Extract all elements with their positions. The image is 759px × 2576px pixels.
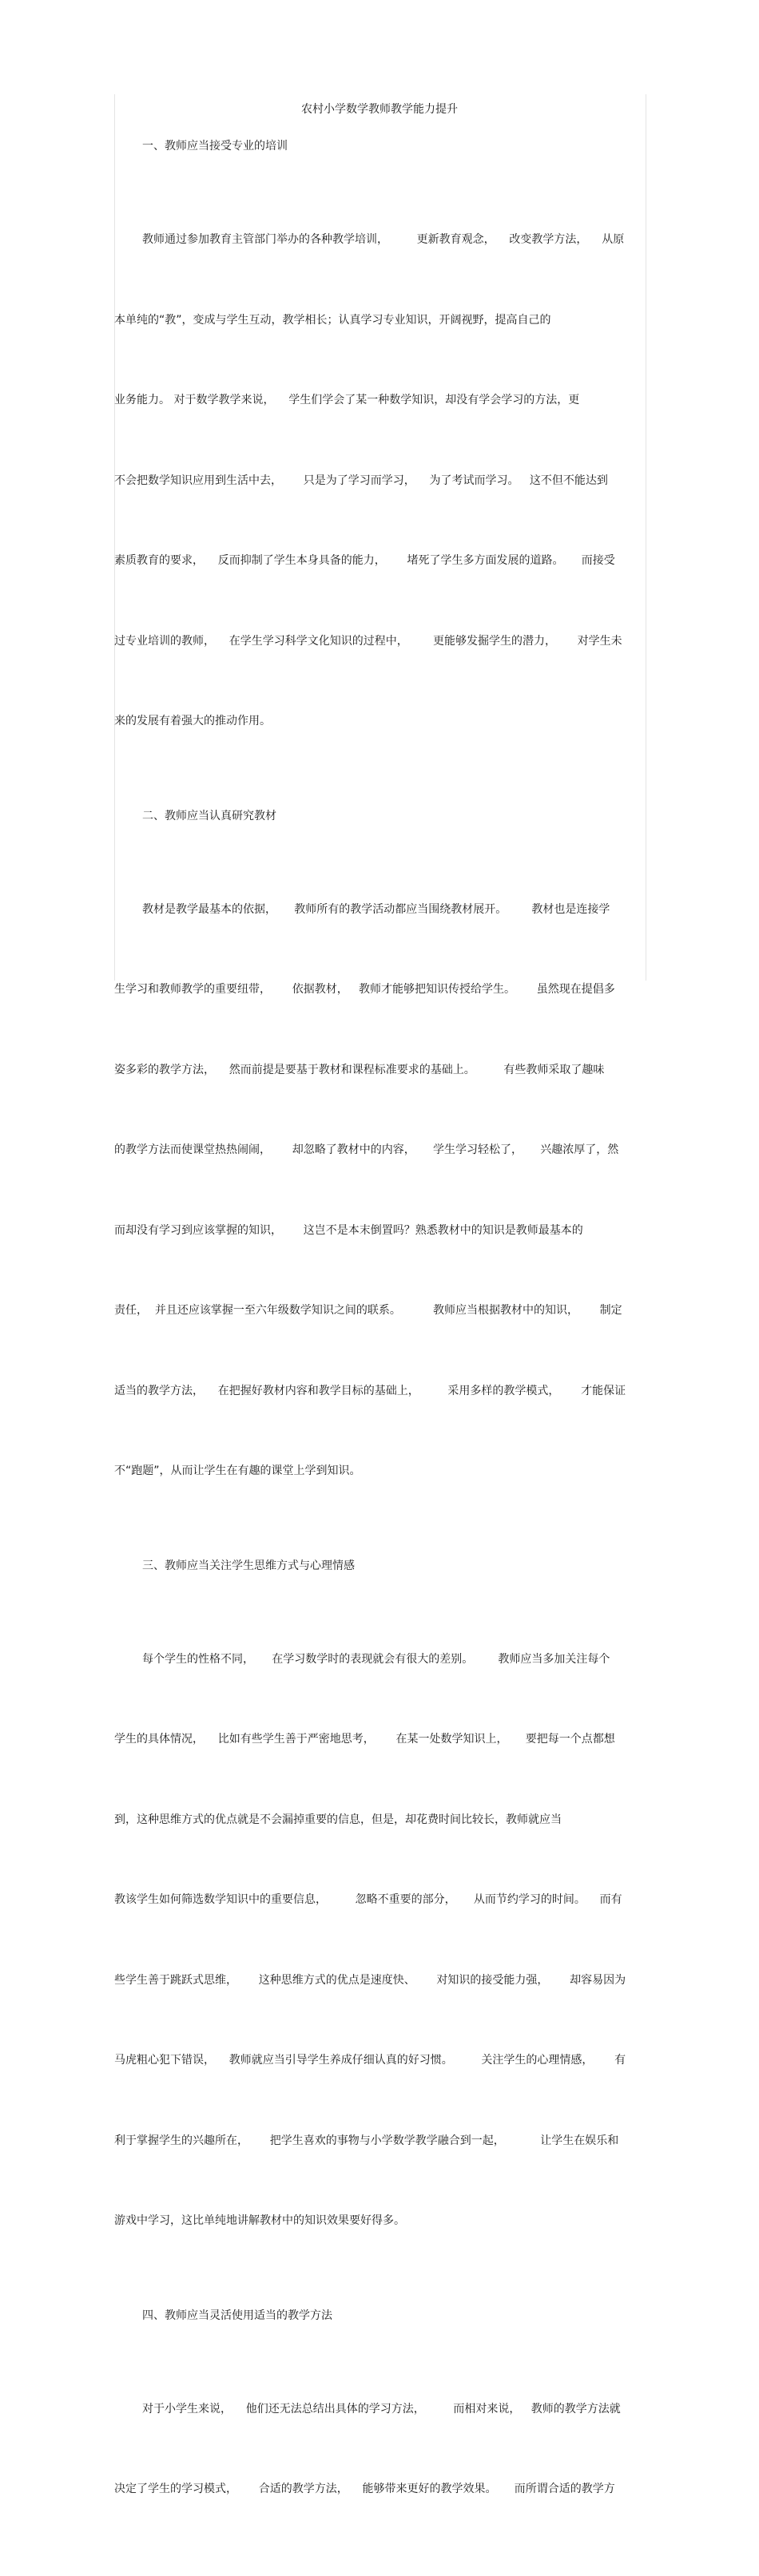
paragraph-line: 素质教育的要求， 反而抑制了学生本身具备的能力， 堵死了学生多方面发展的道路。 而接受 (114, 554, 615, 567)
paragraph-1 (114, 173, 645, 789)
section-heading-4: 四、教师应当灵活使用适当的教学方法 (142, 2308, 332, 2322)
paragraph-line: 不“跑题”，从而让学生在有趣的课堂上学到知识。 (114, 1464, 361, 1477)
paragraph-line: 游戏中学习，这比单纯地讲解教材中的知识效果要好得多。 (114, 2214, 405, 2227)
paragraph-line: 生学习和教师教学的重要纽带， 依据教材， 教师才能够把知识传授给学生。 虽然现在提倡多 (114, 983, 615, 996)
paragraph-line: 教师通过参加教育主管部门举办的各种教学培训， 更新教育观念， 改变教学方法， 从原 (142, 233, 625, 246)
section-heading-1: 一、教师应当接受专业的培训 (142, 140, 288, 153)
section-heading-2: 二、教师应当认真研究教材 (142, 809, 276, 822)
paragraph-line: 教材是教学最基本的依据， 教师所有的教学活动都应当围绕教材展开。 教材也是连接学 (142, 902, 610, 916)
paragraph-line: 利于掌握学生的兴趣所在， 把学生喜欢的事物与小学数学教学融合到一起， 让学生在娱乐和 (114, 2134, 619, 2147)
paragraph-line: 每个学生的性格不同， 在学习数学时的表现就会有很大的差别。 教师应当多加关注每个 (142, 1652, 610, 1666)
paragraph-line: 决定了学生的学习模式， 合适的教学方法， 能够带来更好的教学效果。 而所谓合适的教学方 (114, 2483, 615, 2495)
paragraph-2 (114, 843, 645, 1539)
paragraph-3 (114, 1593, 645, 2289)
paragraph-line: 而却没有学习到应该掌握的知识， 这岂不是本末倒置吗？熟悉教材中的知识是教师最基本的 (114, 1223, 583, 1237)
paragraph-line: 过专业培训的教师， 在学生学习科学文化知识的过程中， 更能够发掘学生的潜力， 对学生未 (114, 634, 622, 648)
paragraph-line: 些学生善于跳跃式思维， 这种思维方式的优点是速度快、 对知识的接受能力强， 却容易因为 (114, 1973, 626, 1987)
paragraph-4 (114, 2343, 645, 2557)
paragraph-line: 责任， 并且还应该掌握一至六年级数学知识之间的联系。 教师应当根据教材中的知识， 制定 (114, 1304, 622, 1317)
paragraph-line: 学生的具体情况， 比如有些学生善于严密地思考， 在某一处数学知识上， 要把每一个点都想 (114, 1733, 615, 1746)
paragraph-line: 教该学生如何筛选数学知识中的重要信息， 忽略不重要的部分， 从而节约学习的时间。 而有 (114, 1893, 622, 1906)
paragraph-line: 姿多彩的教学方法， 然而前提是要基于教材和课程标准要求的基础上。 有些教师采取了趣味 (114, 1063, 605, 1076)
paragraph-line: 马虎粗心犯下错误， 教师就应当引导学生养成仔细认真的好习惯。 关注学生的心理情感， 有 (114, 2054, 626, 2067)
paragraph-line: 不会把数学知识应用到生活中去， 只是为了学习而学习， 为了考试而学习。 这不但不能达到 (114, 474, 608, 487)
paragraph-line: 来的发展有着强大的推动作用。 (114, 715, 271, 727)
paragraph-line: 对于小学生来说， 他们还无法总结出具体的学习方法， 而相对来说， 教师的教学方法就 (142, 2402, 621, 2415)
paragraph-line: 到，这种思维方式的优点就是不会漏掉重要的信息，但是，却花费时间比较长，教师就应当 (114, 1813, 562, 1826)
paragraph-line: 本单纯的“教”，变成与学生互动，教学相长；认真学习专业知识，开阔视野，提高自己的 (114, 313, 551, 327)
section-heading-3: 三、教师应当关注学生思维方式与心理情感 (142, 1559, 355, 1572)
paragraph-line: 的教学方法而使课堂热热闹闹， 却忽略了教材中的内容， 学生学习轻松了， 兴趣浓厚了，然 (114, 1143, 619, 1156)
paragraph-line: 业务能力。 对于数学教学来说， 学生们学会了某一种数学知识，却没有学会学习的方法，更 (114, 394, 580, 406)
document-title: 农村小学数学教师教学能力提升 (301, 103, 458, 116)
document-body (114, 101, 645, 2576)
paragraph-line: 适当的教学方法， 在把握好教材内容和教学目标的基础上， 采用多样的教学模式， 才能保证 (114, 1384, 626, 1397)
